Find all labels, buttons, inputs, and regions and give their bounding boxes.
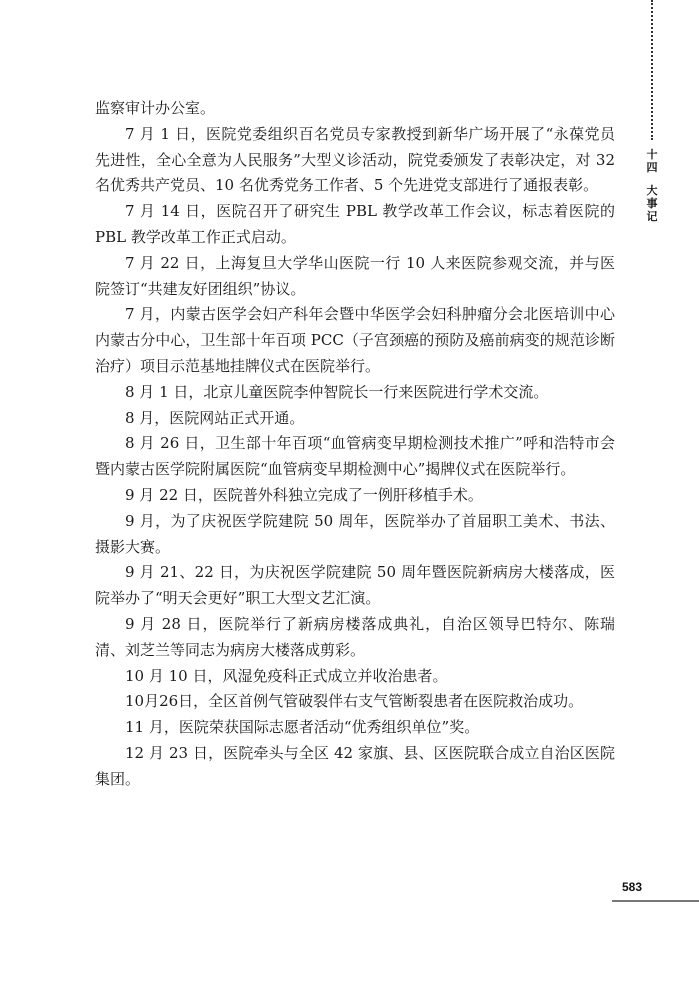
paragraph: 8 月 1 日，北京儿童医院李仲智院长一行来医院进行学术交流。 xyxy=(125,382,549,401)
paragraph: 监察审计办公室。 xyxy=(95,99,216,117)
paragraph: 9 月 28 日，医院举行了新病房楼落成典礼，自治区领导巴特尔、陈瑞清、刘芝兰等同志为病房大楼落成剪彩。 xyxy=(95,614,615,659)
chapter-title: 大事记 xyxy=(646,184,658,223)
page-number: 583 xyxy=(622,880,643,894)
paragraph: 7 月 14 日，医院召开了研究生 PBL 教学改革工作会议，标志着医院的 PBL 教学改革工作正式启动。 xyxy=(95,202,615,246)
paragraph: 7 月 1 日，医院党委组织百名党员专家教授到新华广场开展了“永葆党员先进性，全心全意为人民服务”大型义诊活动，院党委颁发了表彰决定，对 32 名优秀共产党员、10 名优秀党务工作者、5 个先进党支部进行了通报表彰。 xyxy=(95,124,615,195)
paragraph: 7 月 22 日，上海复旦大学华山医院一行 10 人来医院参观交流，并与医院签订“共建友好团组织”协议。 xyxy=(95,253,615,298)
paragraph: 11 月，医院荣获国际志愿者活动“优秀组织单位”奖。 xyxy=(125,718,480,737)
chapter-number: 十四 xyxy=(646,148,658,174)
paragraph: 9 月 22 日，医院普外科独立完成了一例肝移植手术。 xyxy=(125,485,483,504)
chapter-side-label xyxy=(644,148,660,223)
paragraph: 8 月 26 日，卫生部十年百项“血管病变早期检测技术推广”呼和浩特市会暨内蒙古医学院附属医院“血管病变早期检测中心”揭牌仪式在医院举行。 xyxy=(95,434,615,479)
paragraph: 10月26日，全区首例气管破裂伴右支气管断裂患者在医院救治成功。 xyxy=(125,692,584,711)
paragraph: 12 月 23 日，医院牵头与全区 42 家旗、县、区医院联合成立自治区医院集团。 xyxy=(95,743,615,788)
chronicle-body xyxy=(95,96,615,793)
paragraph: 7 月，内蒙古医学会妇产科年会暨中华医学会妇科肿瘤分会北医培训中心内蒙古分中心，卫生部十年百项 PCC（子宫颈癌的预防及癌前病变的规范诊断治疗）项目示范基地挂牌仪式在医院举行。 xyxy=(95,305,615,375)
paragraph: 10 月 10 日，风湿免疫科正式成立并收治患者。 xyxy=(125,666,448,685)
paragraph: 9 月 21、22 日，为庆祝医学院建院 50 周年暨医院新病房大楼落成，医院举办了“明天会更好”职工大型文艺汇演。 xyxy=(95,563,615,608)
paragraph: 8 月，医院网站正式开通。 xyxy=(125,408,305,427)
side-dotted-rule xyxy=(651,0,653,140)
footer-rule xyxy=(612,900,699,902)
paragraph: 9 月，为了庆祝医学院建院 50 周年，医院举办了首届职工美术、书法、摄影大赛。 xyxy=(95,511,615,556)
